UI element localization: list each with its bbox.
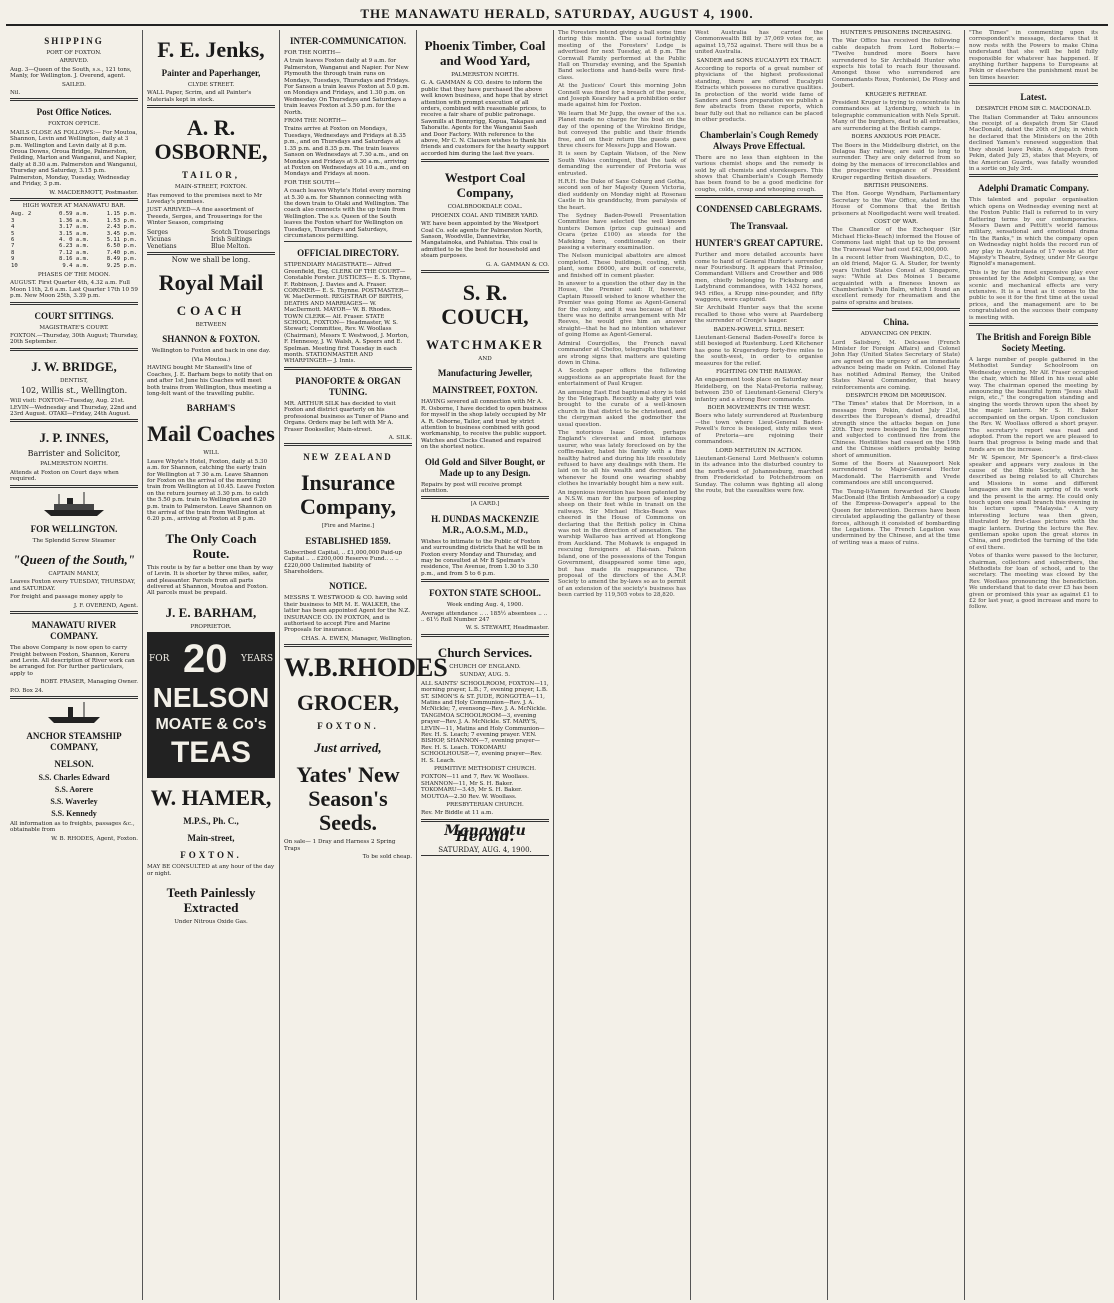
steamer-label: The Splendid Screw Steamer bbox=[32, 537, 116, 544]
herald-nameplate: Manawatu Herald. bbox=[444, 822, 526, 846]
innes-name: J. P. INNES, bbox=[39, 430, 109, 446]
from-north-text: Trains arrive at Foxton on Mondays, Tuesdays, Wednesdays and Fridays at 8.35 p.m., and on Thursdays and Saturdays at 1.35 p.m. and 8.35 p.m. The train leaves Sanson on Wednesdays at 7.30 a.m., and on Mondays and Fridays at 9.30 a.m., arriving at Foxton on Wednesdays at 10 a.m., and on Mondays and Fridays at noon. bbox=[284, 126, 410, 178]
tide-cell: 9.25 p.m. bbox=[106, 262, 137, 269]
tide-cell: 3.17 a.m. bbox=[59, 224, 90, 231]
arrived-text: Aug. 3—Queen of the South, s.s., 121 tons, Manly, for Wellington. J. Overend, agent. bbox=[10, 66, 132, 80]
westport-heading: Westport Coal Company, bbox=[444, 170, 526, 201]
news-paragraph: H.R.H. the Duke of Saxe Coburg and Gotha, second son of her Majesty Queen Victoria, died suddenly on Monday night at Rosenau Castle in his grandduchy, from paralysis of the heart. bbox=[558, 178, 686, 211]
hamer-degrees: M.P.S., Ph. C., bbox=[183, 816, 239, 827]
school-heading: FOXTON STATE SCHOOL. bbox=[429, 588, 541, 599]
tide-cell: 0.59 a.m. bbox=[59, 211, 90, 218]
innes-text: Attends at Foxton on Court days when required. bbox=[10, 469, 119, 483]
news-paragraph: There are no less than eighteen in the various chemist shops and the remedy is sold by all chemists and storekeepers. This shows that Chamberlain's Cough Remedy has been found to be a good medicine for coughs, colds, croup and whooping cough. bbox=[695, 154, 823, 193]
sunday-label: SUNDAY, AUG. 5. bbox=[459, 672, 511, 679]
church-heading: Church Services. bbox=[437, 644, 533, 660]
column-4 bbox=[417, 30, 554, 1300]
overend-sign: J. F. OVEREND, Agent. bbox=[73, 602, 138, 609]
divider bbox=[969, 323, 1098, 326]
teas-label: TEAS bbox=[170, 736, 251, 770]
news-paragraph: Lieutenant-General Baden-Powell's force is still besieged at Rustenburg. Lord Kitchener has gone to Krugersdorp forty-five miles to the south-west, in order to organise measures for the relief. bbox=[695, 335, 823, 367]
queen-of-the-south: "Queen of the South," bbox=[12, 552, 136, 568]
news-paragraph: According to reports of a great number of physicians of the highest professional standing, there are offered Eucalypti Extracts which possess no curative qualities. In protection of the world wide fame of Sanders and Sons preparation we publish a few abstracts from these reports, which bear fully out that no reliance can be placed in other products. bbox=[695, 66, 823, 124]
news-paragraph: A Scotch paper offers the following suggestions as an appropriate feast for the entertainment of Paul Kruger. bbox=[558, 368, 686, 388]
divider bbox=[695, 195, 823, 198]
advancing-heading: ADVANCING ON PEKIN. bbox=[860, 331, 932, 338]
news-paragraph: A large number of people gathered in the Methodist Sunday Schoolroom on Wednesday evening. Mr Alf. Fraser occupied the chair, which he filled in his usual able way. The chairman opened the meeting by announcing the beautiful hymn "Jesus shall reign, etc.," the congregation standing and singing the words thrown upon the sheet by the magic lantern. Mr S. H. Baker accompanied on the organ. Upon conclusion the Rev. W. Woollass offered a short prayer. The secretary's report was read and adopted. From the report we are pleased to learn that progress is being made and that funds are on the increase. bbox=[969, 357, 1098, 453]
sailed-text: Nil. bbox=[10, 90, 21, 97]
route-text: This route is by far a better one than by way of Levin. It is shorter by three miles, safer, and pleasanter. Parcels from all parts delivered at Shannon, Moutoa and Foxton. All parcels must be prepaid. bbox=[147, 564, 274, 597]
notice-text: MESSRS T. WESTWOOD & CO. having sold their business to MR M. E. WALKER, the latter has been appointed Agent for the N.Z. INSURANCE CO. IN FOXTON, and is authorised to accept Fire and Marine Proposals for insurance. bbox=[284, 595, 410, 634]
capital-text: Subscribed Capital, .. £1,000,000 Paid-up Capital .. .. £200,000 Reserve Fund.. .. .. £220,000 Unlimited liability of Shareholders. bbox=[284, 549, 403, 575]
news-paragraph: In answer to a question the other day in the House, the Premier said: If, however, Captain Russell wished to know whether the Premier was going Home as Agent-General for the colony, and it was because of that there was no definite arrangement with Mr Reeves, he would give him an answer straight—that he had no intention whatever of going Home as Agent-General. bbox=[558, 281, 686, 339]
river-text: The above Company is now open to carry Freight between Foxton, Shannon, Kereru and Levin. All description of River work can be arranged for. For further particulars, apply to bbox=[10, 645, 135, 677]
osborne-text: Has removed to the premises next to Mr Loveday's premises. bbox=[147, 192, 263, 206]
divider bbox=[10, 696, 138, 699]
news-paragraph: We learn that Mr Jupp, the owner of the s.s. Planet made no charge for his boat on the day of the opening of the Wirokino Bridge, but conveyed the public and their friends free, and on their return the guests gave three cheers for Messrs Jupp and Howan. bbox=[558, 110, 686, 149]
intercom-heading: INTER-COMMUNICATION. bbox=[289, 36, 407, 46]
court-heading: COURT SITTINGS. bbox=[34, 310, 114, 321]
news-paragraph: "The Times" states that Dr Morrison, in a message from Pekin, dated July 21st, describes the European's dismal, dreadful strength since the attacks began on June 20th. They were besieged in the Legations and subjected to continued fire from the Chinese. Hostilities had ceased on the 19th and the Chinese soldiers probably being short of ammunition. bbox=[832, 401, 960, 459]
tide-cell: 7.12 a.m. bbox=[59, 249, 90, 256]
column-1 bbox=[6, 30, 143, 1300]
news-paragraph: Lieutenant-General Lord Methuen's column in its advance into the disturbed country to the north-west of Johannesburg, marched from Frederickstad to Potchefstroom on Sunday. The column was fighting all along the route, but the casualties were few. bbox=[695, 455, 823, 494]
news-paragraph: The notorious Isaac Gordon, perhaps England's cleverest and most infamous usurer, who was lately foreclosed on by the coffin-maker, hated his family with a fine healthy hatred and during his life resolutely refused to have any dealings with them. He laid on to all his wealth and decreed and whenever he found one wearing shabby clothes he invariably bought him a new suit. bbox=[558, 429, 686, 488]
coe-label: CHURCH OF ENGLAND. bbox=[449, 663, 521, 670]
shannon-foxton: SHANNON & FOXTON. bbox=[162, 334, 260, 345]
arrived-label: ARRIVED. bbox=[59, 58, 89, 65]
columns bbox=[6, 30, 1108, 1300]
gold-text: Repairs by post will receive prompt attention. bbox=[421, 481, 523, 494]
fabric-item: Scotch Trouserings bbox=[211, 228, 271, 236]
tide-cell: 5.11 p.m. bbox=[106, 236, 137, 243]
news-paragraph: Mr W. Spencer, Mr Spencer's a first-class speaker and appears very zealous in the cause of the Bible Society, which he described as being related to all Churches and Missions in some and different languages are the main spring of its work and the present is the army. He could only touch upon one small branch this evening in his lecture upon "Malaysia." A very interesting lecture was then given, illustrated by first-class pictures with the magic lantern. During the lecture the Rev. gentleman spoke upon the great stores in China, and predicted the turning of the tide of evil there. bbox=[969, 455, 1098, 551]
jenks-text: WALL Paper, Scrim, and all Painter's Materials kept in stock. bbox=[147, 90, 252, 103]
silk-sign: A. SILK. bbox=[388, 434, 412, 441]
freight-text: For freight and passage money apply to bbox=[10, 594, 123, 601]
news-paragraph: Further and more detailed accounts have come to hand of General Hunter's surrender near Fouriesburg. It appears that Prinsloo, Commandant Villiers and Crowther and 986 men, chiefly belonging to Ficksburg and Ladybrand commandoes, with 1432 horses, 945 rifles, a Krupp nine-pounder, and fifty waggons, were captured. bbox=[695, 252, 823, 303]
jeweller-heading: Manufacturing Jeweller, bbox=[437, 368, 533, 379]
column-7 bbox=[828, 30, 965, 1300]
captain-label: CAPTAIN MANLY, bbox=[48, 571, 100, 578]
news-paragraph: Admiral Courrjolles, the French naval commander at Chefoo, telegraphs that there are strong signs that matters are quieting down in China. bbox=[558, 340, 686, 366]
divider bbox=[147, 252, 275, 255]
anchor-ship-illustration bbox=[10, 701, 138, 725]
church-text: ALL SAINTS' SCHOOLROOM, FOXTON—11, morning prayer, L.B.; 7, evening prayer, L.B. ST. SIMON'S & ST. JUDE, RONGOTEA—11, Matins and Holy Communion—Rev. J. A. McNickle; 7, evensong—Rev. J. A. McNickle. TANGIMOA SCHOOLROOM—3, evening prayer—Rev. J. A. McNickle. ST. MARY'S, LEVIN—11, Matins and Holy Communion—Rev. H. S. Leach; 7 evening prayer. VEN. BISHOP, SHANNON—7, evening prayer—Rev. H. S. Leach. TOKOMARU SCHOOLHOUSE—7, evening prayer—Rev. H. S. Leach. bbox=[421, 680, 549, 764]
hunter-prisoners-heading: HUNTER'S PRISONERS INCREASING. bbox=[840, 30, 952, 36]
bridge-title: DENTIST, bbox=[60, 377, 88, 384]
post-office-heading: Post Office Notices. bbox=[36, 107, 112, 118]
official-heading: OFFICIAL DIRECTORY. bbox=[297, 248, 399, 259]
south-label: FOR THE SOUTH— bbox=[284, 179, 341, 186]
gold-heading: Old Gold and Silver Bought, or Made up to any Design. bbox=[424, 456, 546, 478]
levin-line: Now we shall be long. bbox=[171, 255, 251, 264]
port-label: PORT OF FOXTON. bbox=[46, 50, 102, 56]
tide-row bbox=[10, 211, 138, 217]
news-paragraph: "The Times" in commenting upon its correspondent's message, declares that it now rests with the Powers to make China understand that she will be held fully responsible for whatever has happened. If anything further happens to Europeans at Pekin or elsewhere the punishment must be ten times heavier. bbox=[969, 30, 1098, 81]
divider bbox=[284, 367, 412, 370]
and-label: AND bbox=[478, 355, 492, 362]
news-paragraph: An amusing East End baptismal story is told by the Telegraph. Recently a baby girl was brought to the curate of a well-known church in that district to be christened, and the clergyman asked the godmother the usual question. bbox=[558, 389, 686, 428]
mail-coaches-heading: Mail Coaches bbox=[147, 421, 275, 447]
via-label: (Via Moutoa.) bbox=[191, 356, 231, 363]
despatch-heading: DESPATCH FROM SIR C. MACDONALD. bbox=[975, 106, 1092, 113]
anxious-heading: BOERS ANXIOUS FOR PEACE. bbox=[851, 134, 941, 141]
established-label: ESTABLISHED 1859. bbox=[305, 535, 391, 546]
fighting-heading: FIGHTING ON THE RAILWAY. bbox=[716, 369, 802, 376]
news-paragraph: This is by far the most expensive play ever presented by the Adelphi Company, as the scenic and mechanical effects are very extensive. It is a treat as it comes to the public to see it for the first time at the usual prices, and the management are to be congratulated on the success their company is meeting with. bbox=[969, 269, 1098, 321]
news-paragraph: West Australia has carried the Commonwealth Bill by 37,069 votes for, as against 15,752 against. There will thus be a united Australia. bbox=[695, 30, 823, 56]
news-paragraph: President Kruger is trying to concentrate his commandoes at Lydenburg, which is in telegraphic communication with Nels Spruit. Many of the burghers, deaf to all entreaties, are surrendering at the British camps. bbox=[832, 100, 960, 132]
news-paragraph: The Boers in the Middelburg district, on the Delagoa Bay railway, are said to long to surrender. They are only deterred from so doing by the menaces of irreconcilables and the prospective vengeance of President Kruger regarding British disasters. bbox=[832, 142, 960, 181]
shipping-heading: SHIPPING bbox=[44, 36, 104, 46]
news-paragraph: The War Office has received the following cable despatch from Lord Roberts:— "Twelve hundred more Boers have surrendered to Sir Archibald Hunter who expects his total to reach four thousand. Amongst those who surrendered are Commandants Roux, Fonteniel, De Plooy and Joubert. bbox=[832, 38, 960, 90]
tide-cell: 2.43 p.m. bbox=[106, 224, 137, 231]
tide-cell: 5 bbox=[11, 230, 15, 237]
notice-heading: NOTICE. bbox=[329, 581, 367, 592]
phoenix-coal-label: PHOENIX COAL AND TIMBER YARD. bbox=[431, 212, 539, 219]
column-3 bbox=[280, 30, 448, 1300]
divider bbox=[421, 579, 549, 582]
presby-label: PRESBYTERIAN CHURCH. bbox=[446, 802, 524, 808]
postmaster-sign: W. MACDERMOTT, Postmaster. bbox=[49, 189, 138, 196]
divider bbox=[832, 308, 960, 311]
moon-text: AUGUST. First Quarter 4th, 4.32 a.m. Full Moon 11th, 2.6 a.m. Last Quarter 17th 10 59 p.m. New Moon 25th, 3.39 p.m. bbox=[10, 280, 138, 300]
leaves-text: Leaves Foxton every TUESDAY, THURSDAY, and SATURDAY. bbox=[10, 579, 136, 592]
divider bbox=[10, 611, 138, 614]
phoenix-text: G. A. GAMMAN & CO. desire to inform the public that they have purchased the above well known business, and hope that by strict attention with prompt execution of all orders, combined with reasonable prices, to receive a fair share of public patronage. Sawmills at Bonnyrigg, Kopua, Takapau and Tahoraite. Agents for the Wanganui Sash and Door Factory. With reference to the above, Mr C. N. Clausen wishes to thank his friends and customers for the hearty support accorded him during the last five years. bbox=[421, 80, 549, 157]
tide-cell: 6.23 a.m. bbox=[59, 243, 90, 250]
grocer-town: FOXTON. bbox=[317, 721, 379, 732]
news-paragraph: The Chancellor of the Exchequer (Sir Michael Hicks-Beach) informed the House of Commons last night that up to the present the Transvaal War had cost £42,000,000. bbox=[832, 227, 960, 253]
mackenzie-heading: H. DUNDAS MACKENZIE M.R., A.O.S.M., M.D., bbox=[431, 513, 539, 535]
for-label: FOR bbox=[149, 654, 170, 665]
news-paragraph: Boers who lately surrendered at Rustenburg—the town where Lieut-General Baden-Powell's force is besieged, sixty miles west of Pretoria—are rejoining their commandoes. bbox=[695, 413, 823, 446]
methodist-label: PRIMITIVE METHODIST CHURCH. bbox=[433, 765, 537, 772]
cost-heading: COST OF WAR. bbox=[874, 218, 918, 225]
divider bbox=[284, 644, 412, 647]
stansell-text: HAVING bought Mr Stansell's line of Coaches, J. E. Barham begs to notify that on and after 1st June his Coaches will meet both trains from Wellington, thus meeting a long-felt want of the travelling public. bbox=[147, 365, 273, 397]
cheap-text: To be sold cheap. bbox=[362, 854, 412, 860]
just-arrived: Just arrived, bbox=[314, 740, 382, 756]
teeth-heading: Teeth Painlessly Extracted bbox=[166, 885, 256, 916]
coach-text: Wellington to Foxton and back in one day. bbox=[151, 348, 271, 355]
hunter-heading: HUNTER'S GREAT CAPTURE. bbox=[695, 238, 823, 249]
tide-cell: 9 bbox=[11, 256, 15, 263]
divider bbox=[969, 174, 1098, 177]
official-text: STIPENDIARY MAGISTRATE— Alfred Greenfield, Esq. CLERK OF THE COURT— Constable Forster. JUSTICES— E. S. Thynne, F. Robinson, J. Davies and A. Fraser. CORONER— E. S. Thynne. POSTMASTER— W. MacDermott. REGISTRAR OF BIRTHS, DEATHS AND MARRIAGES— W. MacDermott. MAYOR— W. B. Rhodes. TOWN CLERK— Alf. Fraser. STATE SCHOOL, FOXTON— Headmaster, W. S. Stewart; Committee, Rev. W. Woollass (Chairman), Messrs T. Westwood, J. Morton, F. Hennessy, J. W. Walsh, A. Speers and E. Spelman. Meeting first Tuesday in each month. STATIONMASTER AND WHARFINGER— J. Innis. bbox=[284, 262, 412, 365]
tide-cell: Aug. 2 bbox=[11, 211, 32, 218]
tide-cell: 1.36 a.m. bbox=[59, 217, 90, 224]
south-text: A coach leaves Whyte's Hotel every morning at 5.30 a.m. for Shannon connecting with the down train to Otaki and Wellington. The coach also connects with the up train from Wellington. The s.s. Queen of the South leaves the Foxton wharf for Wellington on Tuesdays, Thursdays and Saturdays, circumstances permitting. bbox=[284, 188, 411, 239]
divider bbox=[284, 443, 412, 446]
news-paragraph: In a recent letter from Washington, D.C., to an old friend, Major G. A. Studer, for twenty years United States Consul at Singapore, says: "While at Des Moines I became acquainted with a fineness known as Chamberlain's Pain Balm, which I found an excellent remedy for rheumatism and the pains of sprains and bruises. bbox=[832, 255, 960, 306]
news-paragraph: An engagement took place on Saturday near Heidelberg, on the Natal-Pretoria railway, between 250 of Lieutenant-General Clery's infantry and a strong Boer commando. bbox=[695, 377, 823, 403]
proprietor-label: PROPRIETOR. bbox=[190, 623, 232, 630]
river-company-heading: MANAWATU RIVER COMPANY. bbox=[31, 620, 117, 642]
north-label: FOR THE NORTH— bbox=[284, 50, 341, 56]
hamer-text: MAY BE CONSULTED at any hour of the day or night. bbox=[147, 864, 275, 877]
coalbrook-label: COALBROOKDALE COAL. bbox=[447, 204, 523, 211]
gamman-sign: G. A. GAMMAN & CO. bbox=[485, 261, 549, 268]
baden-heading: BADEN-POWELL STILL BESET. bbox=[713, 326, 805, 333]
news-paragraph: The Sydney Baden-Powell Presentation Committee have selected the well known hunters Demon (prize cup guineas) and Ocara (prize £100) as steeds for the Mafeking hero, conditionally on their passing a veterinary examination. bbox=[558, 212, 686, 251]
tide-cell: 1.53 p.m. bbox=[106, 217, 137, 224]
news-paragraph: Some of the Boers at Naauwpoort Nek surrendered to Major-General Hector Macdonald. The Harrismith and Vrede commandoes are still unconquered. bbox=[832, 460, 960, 487]
tide-cell: 10 bbox=[11, 262, 18, 269]
tide-cell: 1.15 p.m. bbox=[106, 211, 137, 218]
high-water-heading: HIGH WATER AT MANAWATU BAR. bbox=[22, 202, 126, 209]
column-8 bbox=[965, 30, 1102, 1300]
bridge-name: J. W. BRIDGE, bbox=[31, 358, 117, 374]
only-route-heading: The Only Coach Route. bbox=[165, 530, 257, 561]
divider bbox=[421, 159, 549, 162]
piano-text: MR. ARTHUR SILK has decided to visit Foxton and district quarterly on his professional business as Tuner of Piano and Organs. Orders may be left with Mr A. Fraser Bookseller, Main-street. bbox=[284, 400, 409, 433]
will-label: WILL bbox=[203, 450, 219, 457]
jenks-trade: Painter and Paperhanger, bbox=[161, 68, 261, 78]
tide-cell: 9.4 a.m. bbox=[62, 262, 90, 269]
news-paragraph: The Italian Commander at Taku announces the receipt of a despatch from Sir Claud MacDonald, dated the 20th of July, in which he declared that the Ministers on the 20th declined Yamen's renewed suggestion that they should leave Pekin. A despatch from Pekin, dated July 25, states that Meyers, of the American Guards, was fatally wounded in a sortie on July 3rd. bbox=[969, 114, 1098, 172]
tide-cell: 4. 0 a.m. bbox=[59, 236, 90, 243]
divider bbox=[10, 98, 138, 101]
tide-row bbox=[10, 263, 138, 269]
tide-cell: 3 bbox=[11, 217, 15, 224]
fabric-item: Vicunas bbox=[147, 235, 171, 243]
mackenzie-text: Wishes to intimate to the Public of Foxton and surrounding districts that he will be in Foxton every Monday and Thursday, and may be consulted at Mr B Spelman's residence, The Avenue, from 1.30 to 3.30 p.m., and from 5 to 6 p.m. bbox=[421, 538, 543, 577]
osborne-tailor: TAILOR, bbox=[181, 170, 241, 181]
watchmaker-heading: WATCHMAKER bbox=[426, 336, 544, 352]
royal-mail-heading: Royal Mail bbox=[158, 270, 264, 296]
news-paragraph: The Hon. George Wyndham, Parliamentary Secretary to the War Office, stated in the House of Commons that the British prisoners at Nooitgedacht were well treated. bbox=[832, 191, 960, 217]
attendance-text: Average attendance .. .. 185½ absentees .. .. .. 61½ Roll Number 247 bbox=[421, 610, 548, 624]
ship-list-3: S.S. Waverley bbox=[50, 796, 98, 806]
divider bbox=[421, 819, 549, 822]
boer-heading: BOER MOVEMENTS IN THE WEST. bbox=[707, 405, 811, 412]
rhodes-agent: W. B. RHODES, Agent, Foxton. bbox=[51, 835, 138, 842]
mails-text: MAILS CLOSE AS FOLLOWS:— For Moutoa, Shannon, Levin and Wellington, daily at 3 p.m. Wellington and Levin daily at 8 p.m. Oroua Downs, Oroua Bridge, Palmerston, Feilding, Marton and Wanganui, and Napier, daily at 8.30 a.m. Palmerston and Wanganui, Thursday and Saturday, 3.15 p.m. Palmerston, Monday, Tuesday, Wednesday and Friday, 3 p.m. bbox=[10, 129, 138, 188]
column-5 bbox=[554, 30, 691, 1300]
moate-label: MOATE & Co's bbox=[155, 716, 267, 734]
column-6 bbox=[691, 30, 828, 1300]
jenks-name: F. E. Jenks, bbox=[157, 37, 265, 62]
divider bbox=[10, 302, 138, 305]
onsale-text: On sale— 1 Dray and Harness 2 Spring Traps bbox=[284, 839, 396, 852]
coach-heading: COACH bbox=[176, 303, 246, 319]
innes-address: PALMERSTON NORTH. bbox=[40, 461, 108, 468]
barham-heading: BARHAM'S bbox=[186, 403, 236, 414]
divider bbox=[421, 270, 549, 273]
sander-heading: SANDER and SONS EUCALYPTI EX TRACT. bbox=[696, 57, 822, 64]
news-paragraph: It is seen by Captain Watson, of the New South Wales contingent, that the task of demanding the surrender of Pretoria was entrusted. bbox=[558, 151, 686, 177]
ship-list-4: S.S. Kennedy bbox=[51, 808, 97, 818]
herald-date: SATURDAY, AUG. 4, 1900. bbox=[438, 845, 532, 854]
couch-name: S. R. COUCH, bbox=[441, 279, 529, 329]
fabric-item: Blue Melton. bbox=[211, 242, 251, 250]
piano-heading: PIANOFORTE & ORGAN TUNING. bbox=[295, 375, 401, 397]
tide-cell: 4 bbox=[11, 224, 15, 231]
news-paragraph: This talented and popular organisation which opens on Wednesday evening next at the Foxton Public Hall is referred to in very flattering terms by our contemporaries. Messrs Dawn and Pettitt's world famous military, sensational and emotional drama "In the Ranks," in which the company open on Wednesday night holds the record run of any play in Australasia of 17 weeks at Her Majesty's Theatre, Sydney, under Mr George Rignold's management. bbox=[969, 197, 1098, 268]
for-wellington-heading: FOR WELLINGTON. bbox=[30, 523, 118, 534]
methodist-text: FOXTON—11 and 7, Rev. W. Woollass. SHANNON—11, Mr S. H. Baker. TOKOMARU—3.45, Mr S. H. Baker. MOUTOA—2.30 Rev. W. Woollass. bbox=[421, 774, 529, 800]
nelson-label: NELSON bbox=[152, 682, 270, 714]
divider bbox=[10, 348, 138, 351]
bridge-address: 102, Willis st., Wellington. bbox=[20, 386, 128, 396]
news-paragraph: Lord Salisbury, M. Delcasse (French Minister for Foreign Affairs) and Colonel John Hay (United States Secretary of State) are agreed on the urgency of an immediate advance being made on Pekin. Colonel Hay has notified Admiral Remey, the United States Naval Commander, that heavy reinforcements are coming. bbox=[832, 339, 960, 391]
coach-schedule: Leave Whyte's Hotel, Foxton, daily at 5.30 a.m. for Shannon, catching the early train for Wellington at 7 30 a.m. Leave Shannon for Foxton on the arrival of the morning train from Wellington at 10.45. Leave Foxton on the return journey at 3.30 p.m. to catch the 5.50 p.m. train to Wellington and 6.20 p.m. train to Palmerston. Leave Shannon on the arrival of the train from Wellington at 6.20 p.m., arriving at Foxton at 8 p.m. bbox=[147, 458, 275, 523]
ship-list-2: S.S. Aorere bbox=[54, 784, 94, 794]
couch-address: MAINSTREET, FOXTON. bbox=[432, 385, 538, 396]
prisoners-heading: BRITISH PRISONERS. bbox=[863, 182, 929, 189]
divider bbox=[421, 855, 549, 856]
bible-heading: The British and Foreign Bible Society Meeting. bbox=[976, 332, 1091, 354]
divider bbox=[10, 198, 138, 201]
cablegrams-heading: CONDENSED CABLEGRAMS. bbox=[696, 204, 822, 215]
fabric-item: Serges bbox=[147, 228, 168, 236]
innes-title: Barrister and Solicitor, bbox=[27, 449, 121, 459]
from-north-label: FROM THE NORTH— bbox=[284, 118, 347, 125]
po-box: P.O. Box 24. bbox=[10, 687, 44, 694]
years-label: YEARS bbox=[241, 654, 273, 665]
divider bbox=[10, 485, 138, 488]
ewen-sign: CHAS. A. EWEN, Manager, Wellington. bbox=[301, 635, 412, 642]
tide-cell: 7 bbox=[11, 243, 15, 250]
news-paragraph: The Nelson municipal abattoirs are almost completed. These buildings, costing, with plant, some £6000, are built of concrete, and finished off in cement plaster. bbox=[558, 253, 686, 279]
divider bbox=[284, 241, 412, 242]
news-paragraph: Sir Archibald Hunter says that the scene recalled to those who were at Paardeberg the surrender of Cronje's laager. bbox=[695, 305, 823, 325]
phoenix-address: PALMERSTON NORTH. bbox=[451, 72, 519, 78]
rhodes-heading: W.B.RHODES bbox=[284, 653, 448, 683]
china-heading: China. bbox=[883, 317, 909, 328]
tide-cell: 8.16 a.m. bbox=[59, 256, 90, 263]
nelson-teas-ad bbox=[147, 632, 275, 778]
divider bbox=[147, 105, 275, 108]
tide-cell: 8 bbox=[11, 249, 15, 256]
anchor-text: All information as to freights, passages &c., obtainable from bbox=[10, 820, 135, 834]
tide-cell: 3.45 p.m. bbox=[106, 230, 137, 237]
divider bbox=[421, 496, 549, 499]
divider bbox=[10, 419, 138, 422]
latest-heading: Latest. bbox=[1020, 92, 1047, 103]
news-paragraph: At the Justices' Court this morning John Connell was fined for a breach of the peace, and Joseph Kearsley had a prohibition order made against him for Foxton. bbox=[558, 83, 686, 109]
nitrous-label: Under Nitrous Oxide Gas. bbox=[174, 919, 248, 926]
tide-cell: 7.40 p.m. bbox=[106, 249, 137, 256]
news-paragraph: Votes of thanks were passed to the lecturer, chairman, collectors and subscribers, the Methodists for loan of school, and to the secretary. The meeting was closed by the Rev. Woollass pronouncing the benediction. We understand that to date over £5 has been given or promised this year as against £1 to £2 for last year, a good increase and more to follow. bbox=[969, 553, 1098, 611]
court-sub: MAGISTRATE'S COURT. bbox=[39, 324, 109, 331]
hamer-street: Main-street, bbox=[187, 833, 235, 844]
grocer-heading: GROCER, bbox=[296, 690, 400, 716]
masthead: THE MANAWATU HERALD, SATURDAY, AUGUST 4, 1900. bbox=[6, 4, 1108, 26]
osborne-name: A. R. OSBORNE, bbox=[154, 115, 268, 165]
anchor-heading: ANCHOR STEAMSHIP COMPANY, bbox=[26, 730, 122, 752]
twenty-label: 20 bbox=[182, 637, 228, 682]
hamer-name: W. HAMER, bbox=[150, 785, 272, 811]
divider bbox=[969, 83, 1098, 86]
nelson-heading: NELSON. bbox=[54, 758, 94, 769]
presby-text: Rev. Mr Biddle at 11 a.m. bbox=[421, 810, 494, 817]
stewart-sign: W. S. STEWART, Headmaster. bbox=[465, 625, 549, 632]
yates-heading: Yates' New Season's Seeds. bbox=[296, 762, 400, 836]
adelphi-heading: Adelphi Dramatic Company. bbox=[978, 183, 1089, 194]
news-paragraph: An ingenious invention has been patented by a N.S.W. man for the purpose of keeping sheep on their feet while in transit on the railways. Sir Michael Hicks-Beach was cheered in the House of Commons on declaring that the British policy in China was not in the direction of annexation. The warship Wallaroo has arrived at Hongkong from Auckland. The Mohawk is engaged in rescuing foreigners at Hai-nan. Falcon Island, one of the possessions of the Tongan Government, disappeared some time ago, but has made its reappearance. The proposal of the directors of the A.M.P. Society to amend the by-laws so as to permit of an extension of the society's business has been carried by 119,505 votes to 28,820. bbox=[558, 489, 686, 599]
kruger-heading: KRUGER'S RETREAT. bbox=[865, 91, 927, 98]
methuen-heading: LORD METHUEN IN ACTION. bbox=[715, 447, 803, 454]
fire-marine-label: [Fire and Marine.] bbox=[321, 523, 375, 530]
chamberlain-heading: Chamberlain's Cough Remedy Always Prove Effectual. bbox=[699, 129, 819, 151]
ship-list-1: S.S. Charles Edward bbox=[38, 772, 110, 782]
nz-label: NEW ZEALAND bbox=[303, 452, 393, 463]
osborne-address: MAIN-STREET, FOXTON. bbox=[174, 184, 248, 191]
phoenix-heading: Phoenix Timber, Coal and Wood Yard, bbox=[424, 38, 546, 68]
week-label: Week ending Aug. 4, 1900. bbox=[446, 602, 524, 609]
bridge-visits: Will visit: FOXTON—Tuesday, Aug. 21st. LEVIN—Wednesday and Thursday, 22nd and 23rd August. OTAKI—Friday, 24th August. bbox=[10, 398, 137, 418]
sailed-label: SAILED. bbox=[62, 81, 86, 88]
barham-name: J. E. BARHAM, bbox=[165, 604, 257, 620]
tide-cell: 6.50 p.m. bbox=[106, 243, 137, 250]
transvaal-heading: The Transvaal. bbox=[730, 221, 788, 232]
column-2 bbox=[143, 30, 280, 1300]
card-label: [A CARD.] bbox=[470, 501, 500, 508]
westport-text: WE have been appointed by the Westport Coal Co. sole agents for Palmerston North, Sanson, Woodville, Dannevirke, Mangatainoka, and Pahiatua. This coal is admitted to be the best for household and steam purposes. bbox=[421, 221, 543, 260]
court-text: FOXTON.—Thursday, 30th August; Thursday, 20th September. bbox=[10, 333, 138, 346]
news-paragraph: The Tsung-li-Yamen forwarded Sir Claude MacDonald (the British Ambassador) a copy of the Empress-Dowager's appeal to the Queen for intervention. Decrees have been circulated applauding the gallantry of these forces, although it consisted of bombarding the Legations. The French Legation was undermined by the Chinese, and at the time of writing was a mass of ruins. bbox=[832, 488, 960, 546]
between-label: BETWEEN bbox=[195, 322, 227, 329]
insurance-heading: Insurance Company, bbox=[300, 470, 396, 520]
divider bbox=[421, 634, 549, 637]
rail-text: A train leaves Foxton daily at 9 a.m. for Palmerston, Wanganui and Napier. For New Plymouth the through train runs on Mondays, Tuesdays, Thursdays and Fridays. For Sanson a train leaves Foxton at 5.0 p.m. on Mondays and Fridays, and 1.30 p.m. on Wednesday. On Thursdays and Saturdays a train leaves Foxton at 3.50 p.m. for the North. bbox=[284, 58, 410, 116]
tide-cell: 8.49 p.m. bbox=[106, 256, 137, 263]
couch-text: HAVING severed all connection with Mr A. R. Osborne, I have decided to open business for myself in the shop lately occupied by Mr A. R. Osborne, Tailor, and trust by strict attention to business combined with good workmanship, to receive the public support. Watches and Clocks Cleaned and repaired on the shortest notice. bbox=[421, 399, 548, 451]
news-paragraph: The Foresters intend giving a ball some time during this month. The usual fortnightly meeting of the Foresters' Lodge is advertised for next Tuesday, at 8 p.m. The Cornwall Family performed at the Public Hall on Thursday evening, and the Spanish Band selections and hand-bells were first-class. bbox=[558, 30, 686, 81]
hamer-town: FOXTON. bbox=[180, 850, 242, 861]
osborne-arrived: JUST ARRIVED—A fine assortment of Tweeds, Serges, and Trouserings for the Winter Season, comprising bbox=[147, 207, 263, 227]
morrison-heading: DESPATCH FROM DR MORRISON. bbox=[845, 392, 947, 399]
tide-cell: 3.15 a.m. bbox=[59, 230, 90, 237]
steamer-illustration bbox=[10, 490, 138, 518]
fraser-sign: ROBT. FRASER, Managing Owner. bbox=[40, 679, 138, 686]
foxton-office-label: FOXTON OFFICE. bbox=[47, 121, 101, 128]
fabric-item: Venetians bbox=[147, 242, 177, 250]
tide-table bbox=[10, 211, 138, 269]
moon-phases-heading: PHASES OF THE MOON. bbox=[37, 271, 111, 278]
tide-cell: 6 bbox=[11, 236, 15, 243]
fabric-list bbox=[147, 229, 275, 250]
fabric-item: Irish Suitings bbox=[211, 235, 253, 243]
jenks-address: CLYDE STREET. bbox=[187, 82, 235, 88]
